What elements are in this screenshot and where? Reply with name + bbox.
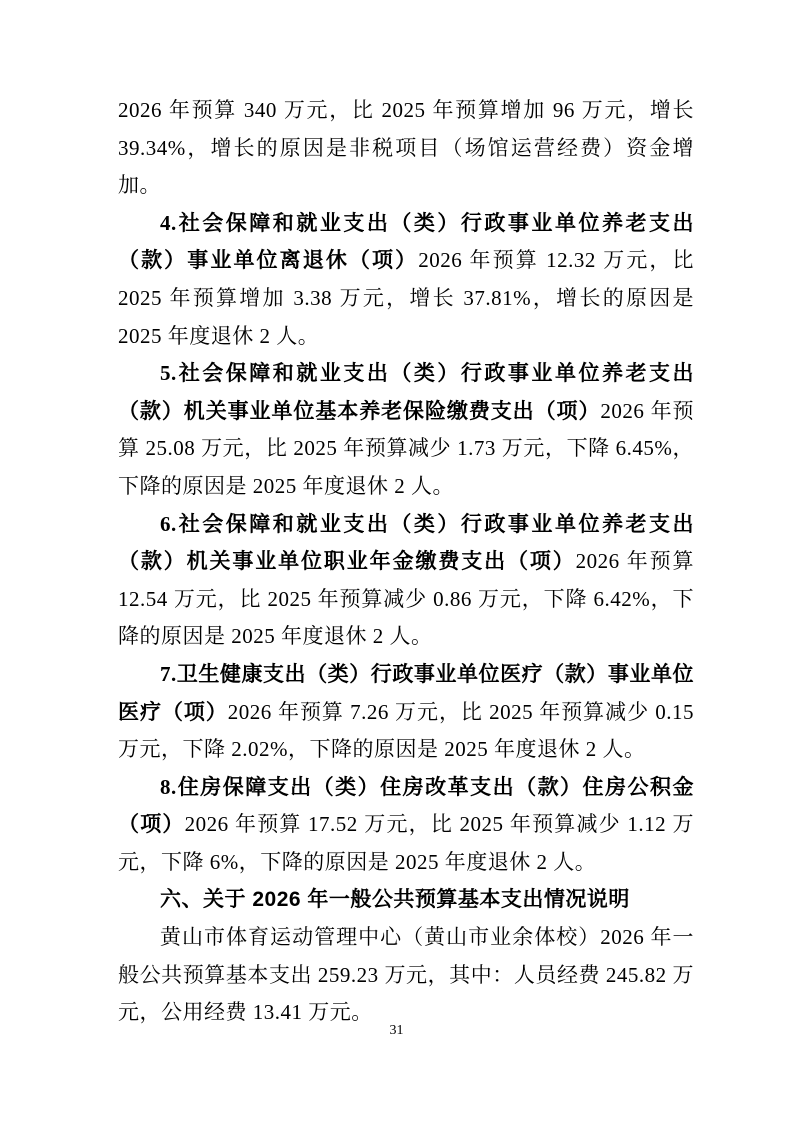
budget-item-8 bbox=[118, 769, 694, 882]
budget-item-7-body: 2026 年预算 7.26 万元，比 2025 年预算减少 0.15 万元，下降 2.02%，下降的原因是 2025 年度退休 2 人。 bbox=[118, 699, 695, 762]
budget-item-8-title: 8.住房保障支出（类）住房改革支出（款）住房公积金（项） bbox=[118, 774, 694, 837]
section-heading: 六、关于 2026 年一般公共预算基本支出情况说明 bbox=[160, 888, 630, 912]
budget-item-4-title: 4.社会保障和就业支出（类）行政事业单位养老支出（款）事业单位离退休（项） bbox=[118, 210, 694, 273]
continuation-paragraph: 2026 年预算 340 万元，比 2025 年预算增加 96 万元，增长 39.34%，增长的原因是非税项目（场馆运营经费）资金增加。 bbox=[118, 98, 694, 198]
budget-item-6-body: 2026 年预算 12.54 万元，比 2025 年预算减少 0.86 万元，下降 6.42%，下降的原因是 2025 年度退休 2 人。 bbox=[118, 549, 695, 649]
page-number: 31 bbox=[389, 1023, 404, 1038]
budget-item-7-title: 7.卫生健康支出（类）行政事业单位医疗（款）事业单位医疗（项） bbox=[118, 661, 694, 724]
budget-item-5-body: 2026 年预算 25.08 万元，比 2025 年预算减少 1.73 万元，下降 6.45%，下降的原因是 2025 年度退休 2 人。 bbox=[118, 398, 695, 498]
budget-item-8-body: 2026 年预算 17.52 万元，比 2025 年预算减少 1.12 万元，下降 6%，下降的原因是 2025 年度退休 2 人。 bbox=[118, 812, 695, 874]
budget-item-7 bbox=[118, 656, 694, 769]
budget-item-4 bbox=[118, 205, 694, 355]
budget-item-6-title: 6.社会保障和就业支出（类）行政事业单位养老支出（款）机关事业单位职业年金缴费支出（项） bbox=[118, 511, 694, 574]
budget-item-6 bbox=[118, 506, 694, 656]
budget-item-4-body: 2026 年预算 12.32 万元，比 2025 年预算增加 3.38 万元，增长 37.81%，增长的原因是 2025 年度退休 2 人。 bbox=[118, 248, 695, 348]
budget-item-5 bbox=[118, 355, 694, 505]
closing-paragraph: 黄山市体育运动管理中心（黄山市业余体校）2026 年一般公共预算基本支出 259.23 万元，其中：人员经费 245.82 万元，公用经费 13.41 万元。 bbox=[118, 925, 694, 1025]
budget-item-5-title: 5.社会保障和就业支出（类）行政事业单位养老支出（款）机关事业单位基本养老保险缴费支出（项） bbox=[118, 361, 694, 423]
document-body bbox=[118, 92, 694, 1032]
